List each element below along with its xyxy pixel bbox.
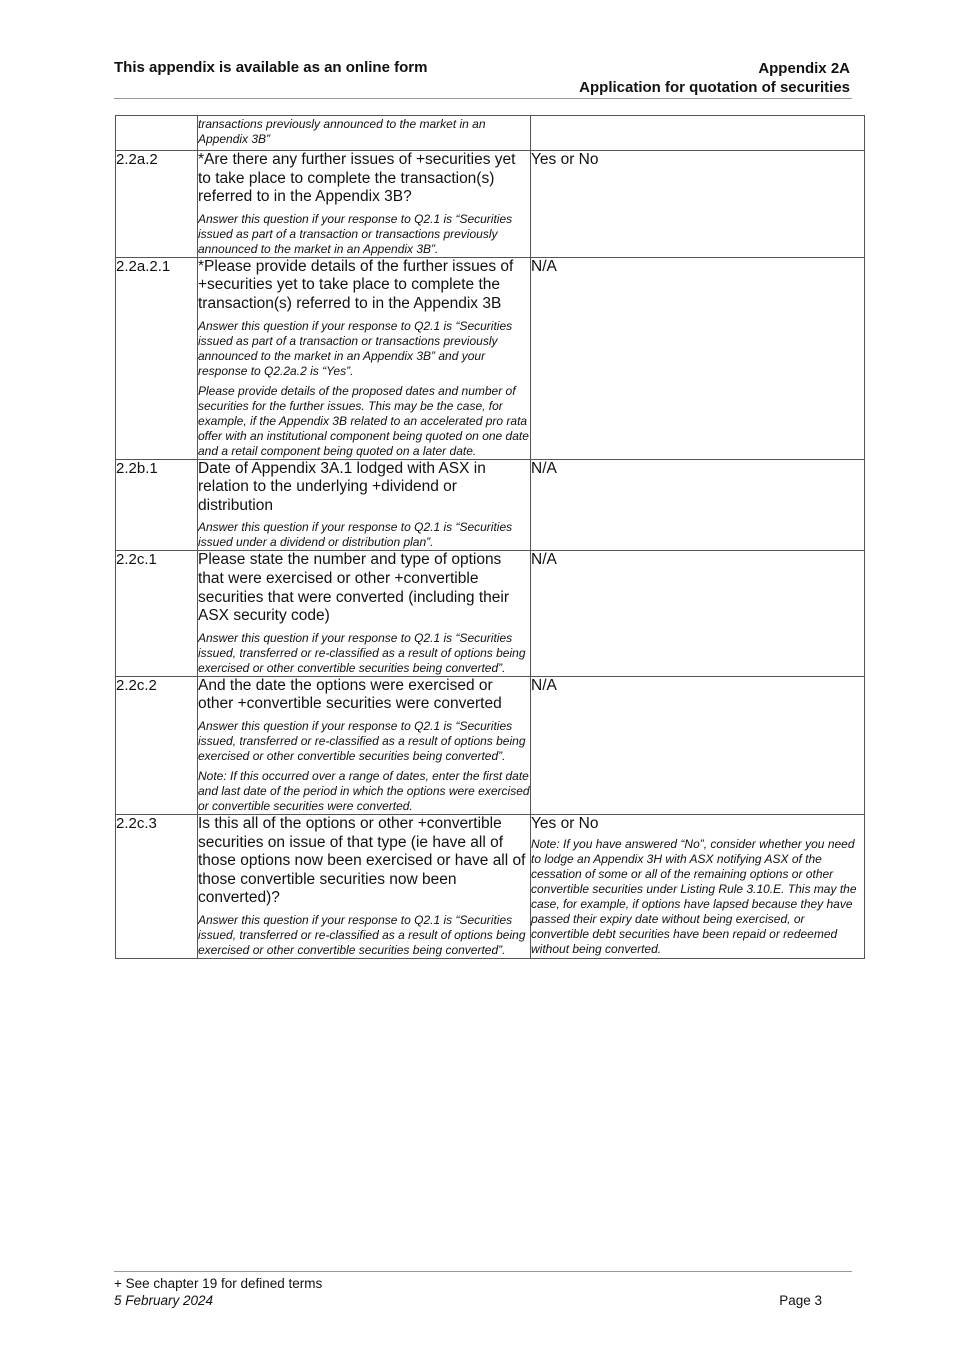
question-text: Please state the number and type of options that were exercised or other +convertible securities that were converted (including their ASX security code) bbox=[198, 551, 510, 625]
question-number bbox=[116, 116, 198, 151]
question-cell bbox=[198, 459, 531, 551]
table-row bbox=[116, 116, 865, 151]
table-row bbox=[116, 459, 865, 551]
answer-value: N/A bbox=[531, 551, 557, 569]
answer-cell bbox=[531, 459, 865, 551]
question-number: 2.2c.3 bbox=[116, 814, 198, 958]
question-guidance-note: Please provide details of the proposed dates and number of securities for the further issues. This may be the case, for example, if the Appendix 3B related to an accelerated pro rata offer with an institutional component being quoted on one date and a retail component being quoted on a later date. bbox=[198, 383, 529, 458]
question-number: 2.2a.2.1 bbox=[116, 257, 198, 459]
answer-value: N/A bbox=[531, 459, 557, 477]
table-row bbox=[116, 551, 865, 676]
header-form-title: Application for quotation of securities bbox=[579, 79, 850, 96]
answer-note: Note: If you have answered “No”, consider whether you need to lodge an Appendix 3H with ASX notifying ASX of the cessation of some or all of the remaining options or other convertible securities under Listing Rule 3.10.E. This may the case, for example, if options have lapsed because they have passed their expiry date without being exercised, or convertible debt securities have been repaid or redeemed without being converted. bbox=[531, 836, 857, 956]
page-footer bbox=[114, 1271, 852, 1308]
question-text: And the date the options were exercised or other +convertible securities were converted bbox=[198, 676, 502, 713]
answer-cell bbox=[531, 151, 865, 258]
footer-defined-terms: + See chapter 19 for defined terms bbox=[114, 1276, 323, 1291]
answer-value: Yes or No bbox=[531, 814, 599, 832]
header-appendix-label: Appendix 2A bbox=[758, 60, 850, 77]
table-row bbox=[116, 257, 865, 459]
answer-value: N/A bbox=[531, 676, 557, 694]
question-cell bbox=[198, 151, 531, 258]
footer-date: 5 February 2024 bbox=[114, 1293, 214, 1308]
page-header bbox=[114, 56, 852, 99]
question-cell bbox=[198, 676, 531, 814]
answer-cell bbox=[531, 551, 865, 676]
question-guidance-note: Answer this question if your response to Q2.1 is “Securities issued, transferred or re-classified as a result of options being exercised or other convertible securities being converted”. bbox=[198, 630, 526, 675]
question-text: *Please provide details of the further issues of +securities yet to take place to complete the transaction(s) referred to in the Appendix 3B bbox=[198, 257, 514, 312]
question-cell bbox=[198, 551, 531, 676]
question-cell bbox=[198, 257, 531, 459]
question-text: Date of Appendix 3A.1 lodged with ASX in relation to the underlying +dividend or distribution bbox=[198, 459, 486, 514]
table-row bbox=[116, 151, 865, 258]
question-text: Is this all of the options or other +convertible securities on issue of that type (ie have all of those options now been exercised or have all of those convertible securities now been converted)? bbox=[198, 814, 526, 907]
question-guidance-note: Answer this question if your response to Q2.1 is “Securities issued under a dividend or distribution plan”. bbox=[198, 520, 513, 550]
answer-value: N/A bbox=[531, 257, 557, 275]
question-number: 2.2c.2 bbox=[116, 676, 198, 814]
answer-value: Yes or No bbox=[531, 151, 599, 168]
question-text: *Are there any further issues of +securities yet to take place to complete the transaction(s) referred to in the Appendix 3B? bbox=[198, 151, 516, 206]
answer-cell bbox=[531, 814, 865, 958]
question-number: 2.2b.1 bbox=[116, 459, 198, 551]
question-guidance-note: Answer this question if your response to Q2.1 is “Securities issued, transferred or re-classified as a result of options being exercised or other convertible securities being converted”. bbox=[198, 912, 526, 957]
question-guidance-note: Answer this question if your response to Q2.1 is “Securities issued, transferred or re-classified as a result of options being exercised or other convertible securities being converted”. bbox=[198, 718, 526, 763]
questions-table-body bbox=[116, 116, 865, 959]
header-online-form-note: This appendix is available as an online form bbox=[114, 59, 428, 76]
question-cell bbox=[198, 814, 531, 958]
question-cell bbox=[198, 116, 531, 151]
question-guidance-note: Answer this question if your response to Q2.1 is “Securities issued as part of a transaction or transactions previously announced to the market in an Appendix 3B”. bbox=[198, 211, 513, 256]
question-number: 2.2a.2 bbox=[116, 151, 198, 258]
question-guidance-note: Note: If this occurred over a range of dates, enter the first date and last date of the period in which the options were exercised or convertible securities were converted. bbox=[198, 768, 530, 813]
header-title bbox=[579, 59, 850, 97]
question-number: 2.2c.1 bbox=[116, 551, 198, 676]
answer-cell bbox=[531, 116, 865, 151]
footer-page-number: Page 3 bbox=[779, 1293, 822, 1308]
questions-table bbox=[115, 115, 865, 959]
answer-cell bbox=[531, 257, 865, 459]
question-guidance-note: Answer this question if your response to Q2.1 is “Securities issued as part of a transaction or transactions previously announced to the market in an Appendix 3B” and your response to Q2.2a.2 is “Yes”. bbox=[198, 318, 513, 378]
table-row bbox=[116, 676, 865, 814]
table-row bbox=[116, 814, 865, 958]
answer-cell bbox=[531, 676, 865, 814]
question-guidance-note: transactions previously announced to the market in an Appendix 3B” bbox=[198, 117, 486, 146]
